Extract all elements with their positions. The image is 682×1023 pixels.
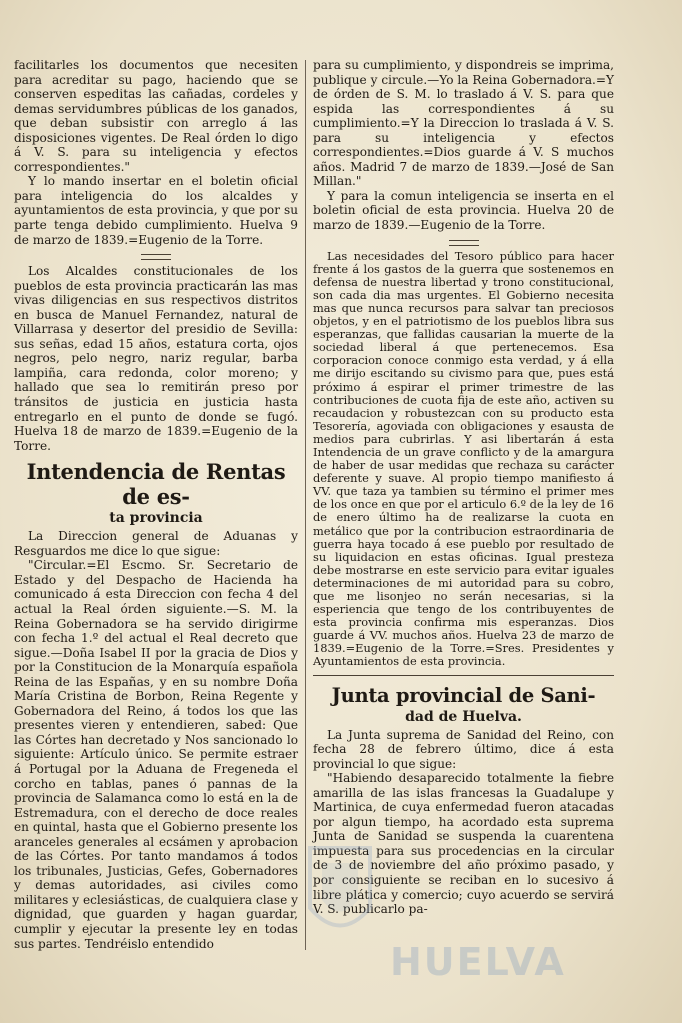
paragraph-circular-continued: para su cumplimiento, y dispondreis se imprima, publique y circule.—Yo la Reina Gobernadora.=Y de órden de S. M. lo traslado á V. S. para que espida las correspondientes á su cumplimiento.=Y la Direccion lo traslada á V. S. para su inteligencia y efectos correspondientes.=Dios guarde á V. S muchos años. Madrid 7 de marzo de 1839.—José de San Millan."	[313, 58, 614, 189]
left-column	[14, 58, 298, 951]
heading-line-2: dad de Huelva.	[405, 708, 522, 725]
paragraph-circular: "Circular.=El Escmo. Sr. Secretario de Estado y del Despacho de Hacienda ha comunicado á esta Direccion con fecha 4 del actual la Real órden siguiente.—S. M. la Reina Gobernadora se ha servido dirigirme con fecha 1.º del actual el Real decreto que sigue.—Doña Isabel II por la gracia de Dios y por la Constitucion de la Monarquía española Reina de las Españas, y en su nombre Doña María Cristina de Borbon, Reina Regente y Gobernadora del Reino, á todos los que las presentes vieren y entendieren, sabed: Que las Córtes han decretado y Nos sancionado lo siguiente: Artículo único. Se permite estraer á Portugal por la Aduana de Fregeneda el corcho en tablas, panes ó pannas de la provincia de Salamanca como lo está en la de Estremadura, con el derecho de doce reales en quintal, hasta que el Gobierno presente los aranceles generales al ecsámen y aprobacion de las Córtes. Por tanto mandamos á todos los tribunales, Justicias, Gefes, Gobernadores y demas autoridades, asi civiles como militares y eclesiásticas, de cualquiera clase y dignidad, que guarden y hagan guardar, cumplir y ejecutar la presente ley en todas sus partes. Tendréislo entendido	[14, 558, 298, 951]
column-divider	[305, 60, 306, 950]
horizontal-rule	[313, 675, 614, 676]
paragraph-deserter-notice: Los Alcaldes constitucionales de los pueblos de esta provincia practicarán las mas vivas diligencias en sus respectivos distritos en busca de Manuel Fernandez, natural de Villarrasa y desertor del presidio de Sevilla: sus señas, edad 15 años, estatura corta, ojos negros, pelo negro, nariz regular, barba lampiña, cara redonda, color moreno; y hallado que sea lo remitirán preso por tránsitos de justicia en justicia hasta entregarlo en el punto de donde se fugó. Huelva 18 de marzo de 1839.=Eugenio de la Torre.	[14, 264, 298, 453]
section-separator	[14, 253, 298, 260]
heading-line-1: Intendencia de Rentas de es-	[26, 459, 286, 510]
section-heading-intendencia	[14, 459, 298, 527]
paragraph-publication-order: Y lo mando insertar en el boletin oficial para inteligencia do los alcaldes y ayuntamientos de esta provincia, y que por su parte tenga debido cumplimiento. Huelva 9 de marzo de 1839.=Eugenio de la Torre.	[14, 174, 298, 247]
paragraph-aduanas-intro: La Direccion general de Aduanas y Resguardos me dice lo que sigue:	[14, 529, 298, 558]
paragraph-insertion-note: Y para la comun inteligencia se inserta en el boletin oficial de esta provincia. Huelva 20 de marzo de 1839.—Eugenio de la Torre.	[313, 188, 614, 233]
paragraph-junta-intro: La Junta suprema de Sanidad del Reino, con fecha 28 de febrero último, dice á esta provincial lo que sigue:	[313, 727, 614, 771]
section-separator	[313, 239, 614, 246]
watermark-seal-icon	[300, 838, 380, 948]
paragraph-treasury-appeal: Las necesidades del Tesoro público para hacer frente á los gastos de la guerra que sostenemos en defensa de nuestra libertad y trono constitucional, son cada dia mas urgentes. El Gobierno necesita mas que nunca recursos para salvar tan preciosos objetos, y en el patriotismo de los pueblos libra sus esperanzas, que fallidas causarian la muerte de la sociedad liberal á que pertenecemos. Esa corporacion conoce conmigo esta verdad, y á ella me dirijo escitando su civismo para que, pues está próximo á espirar el primer trimestre de las contribuciones de cuota fija de este año, activen su recaudacion y robustezcan con su producto esta Tesorería, agoviada con obligaciones y esausta de medios para cubrirlas. Y asi libertarán á esta Intendencia de un grave conflicto y de la amargura de haber de usar medidas que rechaza su carácter deferente y suave. Al propio tiempo manifiesto á VV. que taza ya tambien su término el primer mes de los once en que por el articulo 6.º de la ley de 16 de enero último ha de realizarse la cuota en metálico que por la contribucion estraordinaria de guerra haya tocado á ese pueblo por resultado de su liquidacion en estas oficinas. Igual presteza debe mostrarse en este servicio para evitar iguales determinaciones de mi autoridad para su cobro, que me lisonjeo no serán necesarias, si la esperiencia que tengo de los contribuyentes de esta provincia confirma mis esperanzas. Dios guarde á VV. muchos años. Huelva 23 de marzo de 1839.=Eugenio de la Torre.=Sres. Presidentes y Ayuntamientos de esta provincia.	[313, 248, 614, 669]
watermark-text: HUELVA	[390, 940, 566, 984]
paragraph-land-rights: facilitarles los documentos que necesiten para acreditar su pago, haciendo que se conserven espeditas las cañadas, cordeles y demas servidumbres públicas de los ganados, que deban subsistir con arreglo á las disposiciones vigentes. De Real órden lo digo á V. S. para su inteligencia y efectos correspondientes."	[14, 58, 298, 174]
paragraph-yellow-fever: "Habiendo desaparecido totalmente la fiebre amarilla de las islas francesas la Guadalupe y Martinica, de cuya enfermedad fueron atacadas por algun tiempo, ha acordado esta suprema Junta de Sanidad se suspenda la cuarentena impuesta para sus procedencias en la circular de 3 de noviembre del año próximo pasado, y por consiguiente se reciban en lo sucesivo á libre plática y comercio; cuyo acuerdo se servirá V. S. publicarlo pa-	[313, 771, 614, 917]
section-heading-junta-sanidad	[313, 684, 614, 726]
right-column	[313, 58, 614, 917]
heading-line-1: Junta provincial de Sani-	[331, 683, 596, 707]
heading-line-2: ta provincia	[109, 510, 203, 527]
